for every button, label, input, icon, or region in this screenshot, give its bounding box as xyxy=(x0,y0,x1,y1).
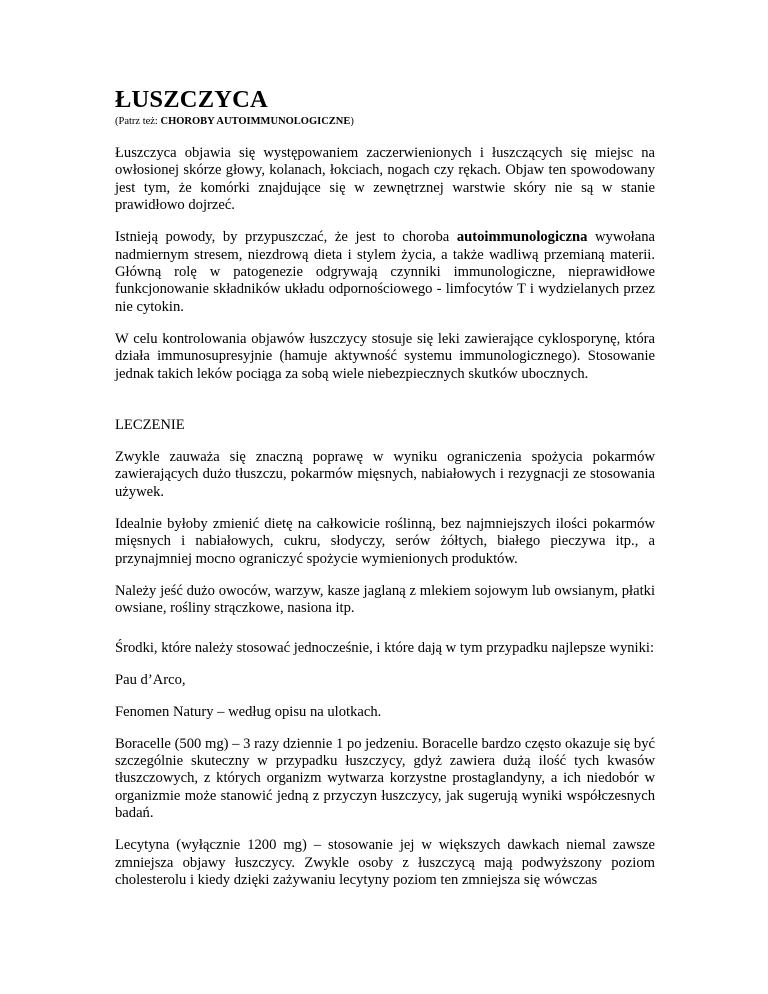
document-page xyxy=(115,85,655,904)
treatment-item-lecytyna: Lecytyna (wyłącznie 1200 mg) – stosowanie jej w większych dawkach niemal zawsze zmniejsza objawy łuszczycy. Zwykle osoby z łuszczycą mają podwyższony poziom cholesterolu i kiedy dzięki zażywaniu lecytyny poziom ten zmniejsza się wówczas xyxy=(115,837,655,888)
treatment-paragraph-4: Środki, które należy stosować jednocześnie, i które dają w tym przypadku najlepsze wyniki: xyxy=(115,639,654,656)
treatment-item-pau-darco: Pau d’Arco, xyxy=(115,671,186,688)
see-also-prefix: (Patrz też: xyxy=(115,116,161,127)
treatment-paragraph-1: Zwykle zauważa się znaczną poprawę w wyniku ograniczenia spożycia pokarmów zawierających dużo tłuszczu, pokarmów mięsnych, nabiałowych i rezygnacji ze stosowania używek. xyxy=(115,449,655,500)
treatment-paragraph-3: Należy jeść dużo owoców, warzyw, kasze jaglaną z mlekiem sojowym lub owsianym, płatki owsiane, rośliny strączkowe, nasiona itp. xyxy=(115,582,655,617)
document-title: ŁUSZCZYCA xyxy=(115,86,268,113)
intro-paragraph-1: Łuszczyca objawia się występowaniem zaczerwienionych i łuszczących się miejsc na owłosionej skórze głowy, kolanach, łokciach, nogach czy rękach. Objaw ten spowodowany jest tym, że komórki znajdujące się w zewnętrznej warstwie skóry nie są w stanie prawidłowo dojrzeć. xyxy=(115,145,655,214)
treatment-heading: LECZENIE xyxy=(115,417,185,434)
intro-paragraph-3: W celu kontrolowania objawów łuszczycy stosuje się leki zawierające cyklosporynę, która działa immunosupresyjnie (hamuje aktywność systemu immunologicznego). Stosowanie jednak takich leków pociąga za sobą wiele niebezpiecznych skutków ubocznych. xyxy=(115,330,655,382)
intro-paragraph-2 xyxy=(115,229,655,316)
treatment-item-boracelle: Boracelle (500 mg) – 3 razy dziennie 1 po jedzeniu. Boracelle bardzo często okazuje się być szczególnie skuteczny w przypadku łuszczycy, gdyż zawiera dużą ilość tych kwasów tłuszczowych, z których organizm wytwarza korzystne prostaglandyny, a ich niedobór w organizmie może stanowić jedną z przyczyn łuszczycy, jak sugerują wyniki współczesnych badań. xyxy=(115,735,655,822)
see-also-note xyxy=(115,115,655,128)
treatment-item-fenomen-natury: Fenomen Natury – według opisu na ulotkach. xyxy=(115,703,382,720)
intro-paragraph-2-end: wywołana nadmiernym stresem, niezdrową dieta i stylem życia, a także wadliwą przemianą materii. Główną rolę w patogenezie odgrywają czynniki immunologiczne, nieprawidłowe funkcjonowanie składników układu odpornościowego - limfocytów T i wydzielanych przez nie cytokin. xyxy=(115,229,655,315)
intro-paragraph-2-start: Istnieją powody, by przypuszczać, że jest to choroba xyxy=(115,229,457,246)
see-also-suffix: ) xyxy=(350,116,354,127)
autoimmune-term: autoimmunologiczna xyxy=(456,229,588,246)
treatment-paragraph-2: Idealnie byłoby zmienić dietę na całkowicie roślinną, bez najmniejszych ilości pokarmów mięsnych i nabiałowych, cukru, słodyczy, serów żółtych, białego pieczywa itp., a przynajmniej mocno ograniczyć spożycie wymienionych produktów. xyxy=(115,515,655,567)
see-also-link: CHOROBY AUTOIMMUNOLOGICZNE xyxy=(160,116,351,127)
